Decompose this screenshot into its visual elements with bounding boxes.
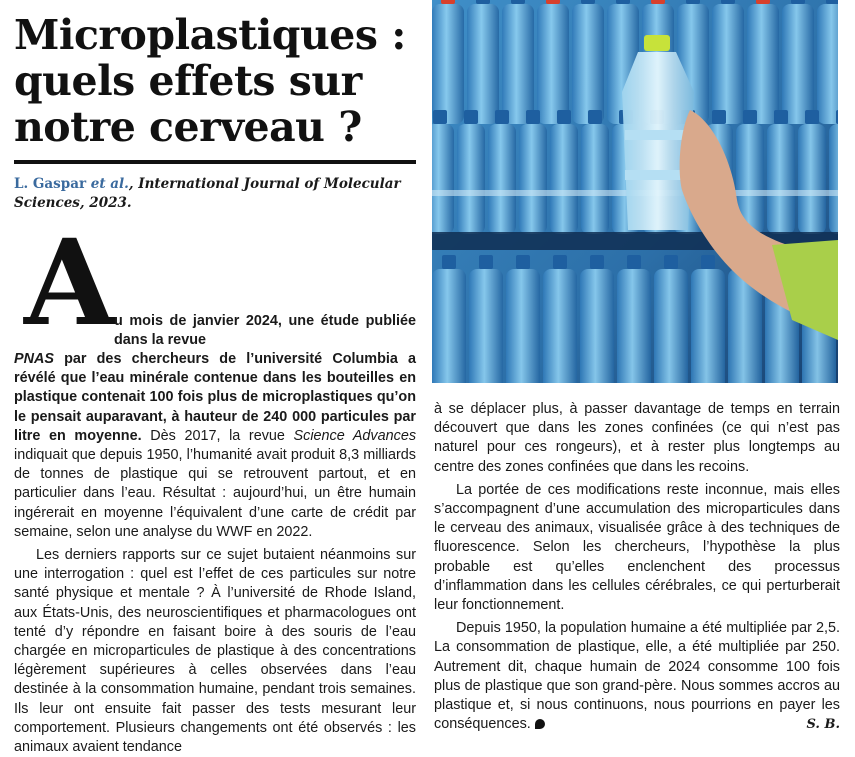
bottle (543, 269, 577, 383)
bottle-cap (511, 0, 525, 4)
bottle-cap (791, 0, 805, 4)
bottle (712, 4, 744, 124)
bottle (817, 4, 838, 124)
bottle-cap (743, 110, 757, 124)
bottle-cap (546, 0, 560, 4)
lead-pnas: PNAS (14, 351, 54, 367)
bottle-cap (721, 0, 735, 4)
title-rule (14, 160, 416, 164)
bottle-cap (441, 0, 455, 4)
bottle (581, 124, 609, 234)
bottle-cap (836, 110, 838, 124)
reference-journal: International Journal of Molecular Sciences, 2023. (14, 176, 401, 211)
bottle-cap (774, 110, 788, 124)
lead-first: u mois de janvier 2024, une étude publiée dans la revue (114, 313, 416, 349)
water-bottles-illustration (432, 0, 838, 383)
bottle-cap (712, 110, 726, 124)
bottle (432, 124, 454, 234)
bottle-cap (526, 110, 540, 124)
paragraph-3: à se déplacer plus, à passer davantage de temps en terrain découvert que dans les zones confinées (ce qui n’est pas naturel pour ces rongeurs), et à rester plus longtemps au centre des zones confinées que dans les recoins. (434, 401, 840, 475)
bottle-cap (590, 255, 604, 269)
bottle-cap (553, 255, 567, 269)
bottle (469, 269, 503, 383)
bottle (467, 4, 499, 124)
bottle (432, 4, 464, 124)
bottle-cap (651, 0, 665, 4)
bottle-cap (826, 0, 838, 4)
bottle (432, 269, 466, 383)
bottle (572, 4, 604, 124)
bottle-cap (616, 0, 630, 4)
article-title: Microplastiques : quels effets sur notre cerveau ? (14, 11, 406, 151)
paragraph-5-text: Depuis 1950, la population humaine a été multipliée par 2,5. La consommation de plastique, elle, a été multipliée par 250. Autrement dit, chaque humain de 2024 consomme 100 fois plus de plastique que son grand-père. Nous sommes accros au plastique et, si nous continuons, nous pourrions en payer les conséquences. (434, 620, 840, 733)
bottle-cap (479, 255, 493, 269)
bottle (829, 124, 838, 234)
paragraph-1-tail-a: Dès 2017, la revue (150, 427, 294, 444)
bottle (519, 124, 547, 234)
bottle (654, 269, 688, 383)
bottle (488, 124, 516, 234)
water-bottles-photo (432, 0, 838, 383)
bottle-cap (581, 0, 595, 4)
signature: S. B. (806, 717, 840, 733)
dropcap: A (24, 213, 116, 352)
bottle (747, 4, 779, 124)
bottle-cap (516, 255, 530, 269)
paragraph-2: Les derniers rapports sur ce sujet butaient néanmoins sur une interrogation : quel est l’effet de ces particules sur notre santé physique et mentale ? À l’université de Rhode Island, aux États-Unis, des neuroscientifiques et pharmacologues ont tenté d’y répondre en faisant boire à des souris de l’eau chargée en microparticules de plastique à des concentrations légèrement supérieures à celles observées dans l’eau destinée à la consommation humaine, pendant trois semaines. Ils leur ont ensuite fait passer des tests mesurant leur comportement. Plusieurs changements ont été observés : les animaux avaient tendance (14, 547, 416, 756)
bottle-cap (476, 0, 490, 4)
bottle-cap (464, 110, 478, 124)
bottle (580, 269, 614, 383)
lead-paragraph-start (114, 312, 416, 350)
bottle-cap (664, 255, 678, 269)
bottle-cap (701, 255, 715, 269)
bottle-cap (627, 255, 641, 269)
lead-paragraph (14, 350, 416, 542)
bottle (550, 124, 578, 234)
paragraph-5 (434, 619, 840, 734)
column-2 (434, 400, 840, 734)
reference-et-al: et al. (90, 176, 129, 192)
bottle-cap (588, 110, 602, 124)
paragraph-4: La portée de ces modifications reste inconnue, mais elles s’accompagnent d’une accumulation des microparticules dans le cerveau des animaux, visualisée grâce à des techniques de fluorescence. Selon les chercheurs, l’hypothèse la plus probable est qu’elles enclenchent des processus d’inflammation dans les cellules cérébrales, ce qui perturberait leur fonctionnement. (434, 481, 840, 614)
bottle (767, 124, 795, 234)
bottle-cap (433, 110, 447, 124)
bottle (537, 4, 569, 124)
paragraph-1-journal: Science Advances (293, 427, 417, 444)
bottle-cap (557, 110, 571, 124)
bottle-cap (805, 110, 819, 124)
column-1 (14, 350, 416, 757)
bottle-cap (442, 255, 456, 269)
lead-rest: par des chercheurs de l’université Columbia a révélé que l’eau minérale contenue dans les bouteilles en plastique contenait 100 fois plus de microplastiques qu’on le pensait auparavant, à hauteur de 240 000 particules par litre en moyenne. (14, 351, 417, 444)
paragraph-1-tail-b: indiquait que depuis 1950, l’humanité avait produit 8,3 milliards de tonnes de plastique qui se retrouvent partout, et en particulier dans l’eau. Résultat : aujourd’hui, un être humain ingérerait en moyenne l’équivalent d’une carte de crédit par semaine, selon une analyse du WWF en 2022. (14, 447, 416, 540)
bottle (617, 269, 651, 383)
bottle (782, 4, 814, 124)
bottle (502, 4, 534, 124)
bottle (457, 124, 485, 234)
reference-authors: L. Gaspar (14, 176, 87, 192)
bottle-cap (756, 0, 770, 4)
bottle (506, 269, 540, 383)
reference: L. Gaspar et al., International Journal of Molecular Sciences, 2023. (14, 176, 401, 211)
bottle (798, 124, 826, 234)
end-mark (535, 719, 545, 729)
bottle-cap (686, 0, 700, 4)
bottle-cap (495, 110, 509, 124)
bottle (691, 269, 725, 383)
